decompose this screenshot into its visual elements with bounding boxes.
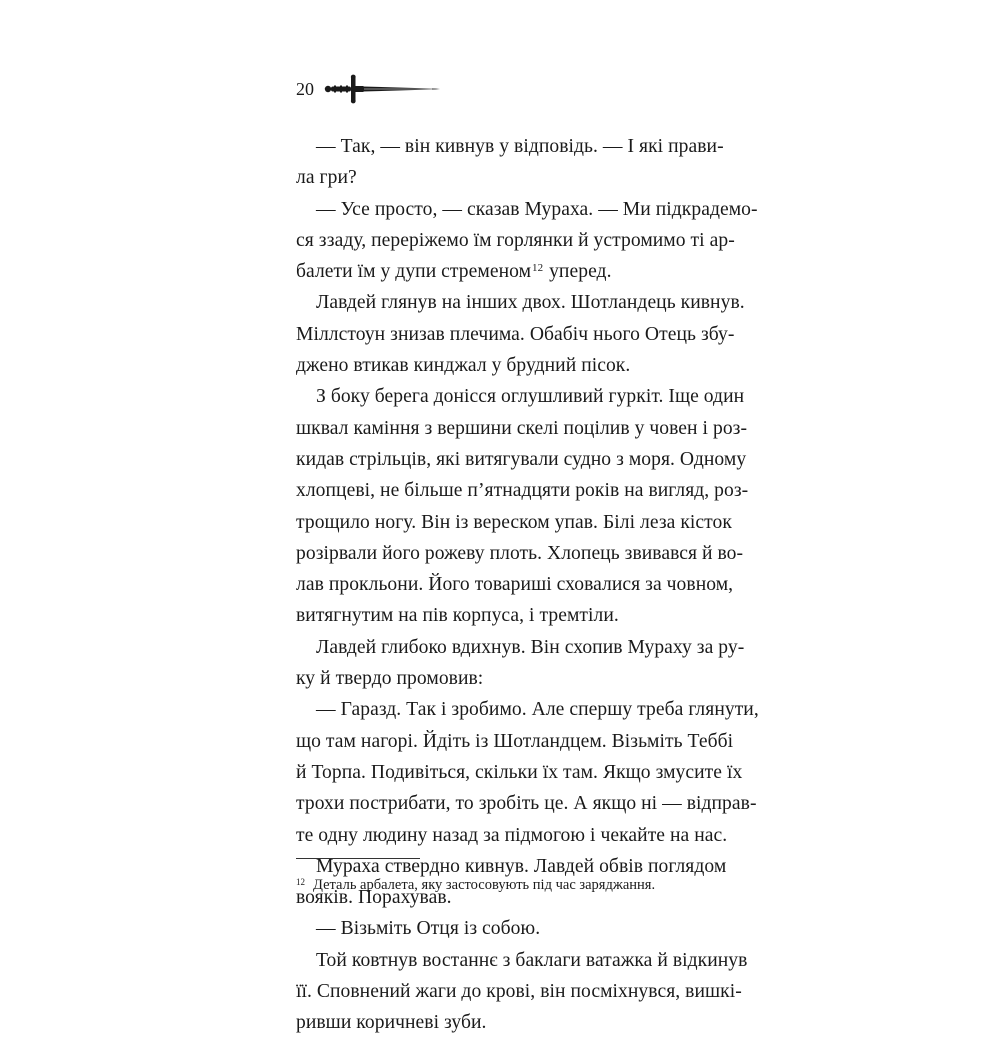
text-line: — Візьміть Отця із собою. <box>316 918 541 940</box>
text-line: ку й твердо промовив: <box>296 668 484 690</box>
text-line: — Усе просто, — сказав Мураха. — Ми підкрадемо- <box>316 198 758 220</box>
text-line: трощило ногу. Він із вереском упав. Білі леза кісток <box>296 511 732 533</box>
text-line: ся ззаду, переріжемо їм горлянки й устромимо ті ар- <box>296 229 735 251</box>
text-line: трохи пострибати, то зробіть це. А якщо ні — відправ- <box>296 793 757 815</box>
dagger-ornament-icon <box>324 74 440 104</box>
footnote-text: Деталь арбалета, яку застосовують під час заряджання. <box>313 877 656 893</box>
text-line: ла гри? <box>296 167 357 189</box>
text-line: розірвали його рожеву плоть. Хлопець звивався й во- <box>296 542 744 564</box>
text-line: шквал каміння з вершини скелі поцілив у човен і роз- <box>296 417 748 439</box>
text-line: Той ковтнув востаннє з баклаги ватажка й відкинув <box>316 949 748 971</box>
page-number: 20 <box>296 79 314 99</box>
text-line: лав прокльони. Його товариші сховалися за човном, <box>296 574 734 596</box>
text-line: її. Сповнений жаги до крові, він посміхнувся, вишкі- <box>296 981 742 1003</box>
text-line: вояків. Порахував. <box>296 887 452 909</box>
text-line: З боку берега донісся оглушливий гуркіт. Іще один <box>316 386 745 408</box>
text-line: кидав стрільців, які витягували судно з моря. Одному <box>296 448 747 470</box>
footnote-reference: 12 <box>532 262 544 275</box>
footnote <box>296 872 705 895</box>
text-segment: уперед. <box>544 261 612 283</box>
text-line: й Торпа. Подивіться, скільки їх там. Якщо змусите їх <box>296 761 743 783</box>
main-text <box>296 131 759 1039</box>
text-segment: балети їм у дупи стременом <box>296 261 532 283</box>
text-line: витягнутим на пів корпуса, і тремтіли. <box>296 605 619 627</box>
footnote-marker: 12 <box>296 877 305 887</box>
text-line: Лавдей глибоко вдихнув. Він схопив Мураху за ру- <box>316 636 745 658</box>
text-line: те одну людину назад за підмогою і чекайте на нас. <box>296 824 728 846</box>
text-line: — Так, — він кивнув у відповідь. — І які прави- <box>316 136 724 157</box>
text-line: Мураха ствердно кивнув. Лавдей обвів поглядом <box>316 855 727 877</box>
text-line: Міллстоун знизав плечима. Обабіч нього Отець збу- <box>296 323 735 345</box>
text-line: — Гаразд. Так і зробимо. Але спершу треба глянути, <box>316 699 759 721</box>
text-line: ривши коричневі зуби. <box>296 1012 487 1034</box>
text-line: Лавдей глянув на інших двох. Шотландець кивнув. <box>316 292 745 314</box>
text-line <box>296 256 705 287</box>
text-line: що там нагорі. Йдіть із Шотландцем. Візьміть Теббі <box>296 730 734 752</box>
text-line: хлопцеві, не більше п’ятнадцяти років на вигляд, роз- <box>296 480 749 502</box>
page-header <box>296 74 440 104</box>
text-line: джено втикав кинджал у брудний пісок. <box>296 355 631 377</box>
footnote-divider <box>296 858 420 859</box>
